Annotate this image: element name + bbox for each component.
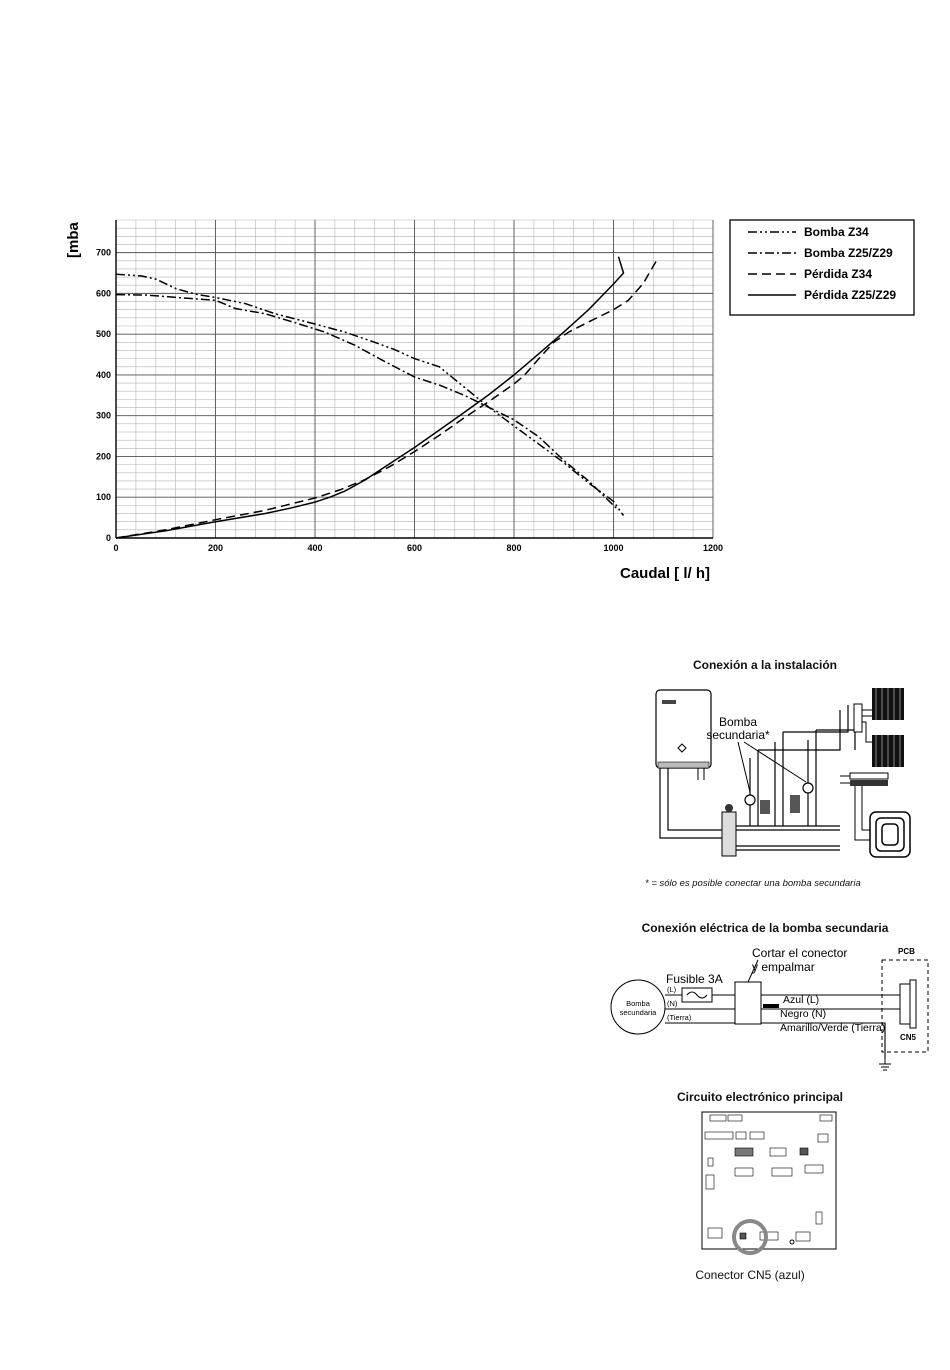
x-tick-label: 600 <box>406 543 423 553</box>
installation-footnote: * = sólo es posible conectar una bomba secundaria <box>645 878 861 889</box>
y-tick-label: 0 <box>105 533 111 543</box>
x-tick-label: 1000 <box>603 543 624 553</box>
pcb-diagram <box>700 1110 840 1255</box>
ground-icon <box>879 1058 891 1070</box>
secondary-pump-2-icon <box>803 783 813 793</box>
cn5-label: CN5 <box>900 1033 917 1042</box>
installation-diagram <box>640 680 920 880</box>
pcb-label: PCB <box>898 947 915 956</box>
y-tick-label: 400 <box>95 369 111 380</box>
y-tick-label: 100 <box>95 492 111 503</box>
cn5-connector <box>900 984 910 1024</box>
wire-n-label: (N) <box>667 999 678 1008</box>
secondary-pump-label-1: Bomba <box>718 715 758 729</box>
y-tick-label: 200 <box>95 451 111 462</box>
hydraulic-separator <box>722 812 736 856</box>
underfloor-heating-icon <box>855 786 910 857</box>
y-tick-label: 600 <box>95 288 111 299</box>
secondary-pump-1-icon <box>745 795 755 805</box>
x-axis-label: Caudal [ l/ h] <box>620 565 710 582</box>
pump-label-1: Bomba <box>626 999 650 1008</box>
x-tick-label: 1200 <box>702 543 724 553</box>
blue-wire-label: Azul (L) <box>783 994 820 1006</box>
electrical-connection-diagram <box>600 940 940 1080</box>
cut-label-1: Cortar el conector <box>752 946 848 960</box>
secondary-pump-label-2: secundaria* <box>706 728 770 742</box>
y-tick-label: 700 <box>95 247 111 258</box>
x-tick-label: 400 <box>307 543 323 553</box>
legend-label-4: Pérdida Z25/Z29 <box>804 288 897 302</box>
y-tick-label: 300 <box>95 410 111 421</box>
black-wire-label: Negro (N) <box>780 1008 827 1020</box>
y-axis-label: [mba <box>65 222 82 258</box>
wire-t-label: (Tierra) <box>667 1013 692 1022</box>
chart-grid-major <box>116 220 713 538</box>
fuse-label: Fusible 3A <box>666 972 723 986</box>
pump-label-2: secundaria <box>619 1008 657 1017</box>
green-wire-label: Amarillo/Verde (Tierra) <box>780 1022 886 1034</box>
series-line-1 <box>116 274 624 515</box>
cut-label-2: y empalmar <box>752 960 815 974</box>
diagram-electrical-title: Conexión eléctrica de la bomba secundaria <box>641 921 889 935</box>
pcb-caption: Conector CN5 (azul) <box>695 1268 805 1282</box>
legend-label-1: Bomba Z34 <box>804 225 869 239</box>
chart-series <box>116 257 658 538</box>
radiator-icon <box>872 688 904 767</box>
diagram-installation-title: Conexión a la instalación <box>692 658 838 672</box>
y-tick-label: 500 <box>95 329 111 340</box>
flow-pressure-chart <box>0 0 950 620</box>
legend-label-2: Bomba Z25/Z29 <box>804 246 893 260</box>
x-tick-label: 200 <box>207 543 224 553</box>
splice-box <box>735 982 761 1024</box>
wire-l-label: (L) <box>667 985 677 994</box>
diagram-pcb-title: Circuito electrónico principal <box>676 1090 844 1104</box>
x-tick-label: 0 <box>113 543 119 553</box>
legend-label-3: Pérdida Z34 <box>804 267 873 281</box>
x-tick-label: 800 <box>506 543 522 553</box>
